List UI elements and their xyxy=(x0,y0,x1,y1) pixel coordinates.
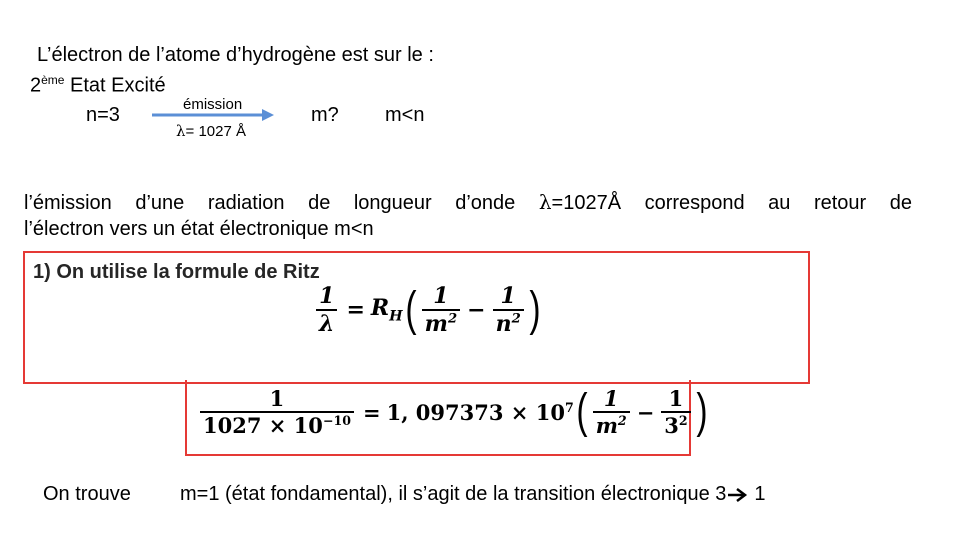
ritz-frac-m-exp: 2 xyxy=(447,311,458,327)
result-label: On trouve xyxy=(43,483,131,505)
explanation-part2: =1027Å correspond au retour de xyxy=(551,192,912,214)
lambda-icon: λ xyxy=(176,122,186,140)
calc-formula xyxy=(197,386,710,438)
calc-equals: = xyxy=(362,399,381,425)
rydberg-r: R xyxy=(370,295,390,322)
calc-coef xyxy=(387,400,574,425)
explanation-line1 xyxy=(24,190,912,215)
calc-frac-3 xyxy=(661,386,690,438)
state-sup: ème xyxy=(41,73,65,87)
calc-lhs-exp: −10 xyxy=(322,413,351,428)
ritz-equals: = xyxy=(346,297,365,323)
calc-box xyxy=(185,380,708,456)
state-text xyxy=(30,73,166,98)
calc-frac-m-num: 1 xyxy=(603,386,619,411)
explanation-part1: l’émission d’une radiation de longueur d’onde xyxy=(24,192,539,214)
transition-arrow-icon xyxy=(727,487,753,503)
calc-frac-m-base: m xyxy=(595,413,618,438)
calc-frac-3-exp: 2 xyxy=(678,413,688,428)
left-paren-icon: ( xyxy=(405,283,417,336)
calc-coef-exp: 7 xyxy=(564,399,574,415)
ritz-lhs-fraction xyxy=(316,283,337,337)
lambda-symbol-icon: λ xyxy=(538,190,552,214)
calc-frac-m-exp: 2 xyxy=(617,413,627,428)
right-paren-icon: ) xyxy=(529,283,541,336)
m-condition: m<n xyxy=(385,104,425,126)
n-label: n=3 xyxy=(86,104,120,126)
state-prefix: 2 xyxy=(30,74,42,97)
ritz-lhs-num: 1 xyxy=(319,283,335,309)
calc-frac-3-base: 3 xyxy=(664,413,679,438)
lambda-label xyxy=(176,122,246,140)
ritz-lhs-den: λ xyxy=(316,309,337,337)
ritz-frac-n xyxy=(493,283,524,337)
emission-arrow-icon xyxy=(150,108,276,122)
ritz-frac-n-base: n xyxy=(495,311,512,337)
calc-lhs-fraction xyxy=(200,386,354,438)
ritz-frac-m xyxy=(422,283,460,337)
calc-left-paren-icon: ( xyxy=(576,385,588,438)
ritz-frac-n-num: 1 xyxy=(500,283,516,309)
result-text xyxy=(180,483,766,506)
state-suffix: Etat Excité xyxy=(64,74,166,97)
explanation-line2: l’électron vers un état électronique m<n xyxy=(24,218,374,240)
ritz-formula xyxy=(313,283,543,337)
lambda-value: = 1027 Å xyxy=(185,123,246,140)
calc-frac-3-num: 1 xyxy=(668,386,684,411)
rydberg-sub: H xyxy=(389,308,403,325)
ritz-frac-n-exp: 2 xyxy=(511,311,521,327)
question-text: L’électron de l’atome d’hydrogène est sur le : xyxy=(37,44,434,66)
calc-lhs-num: 1 xyxy=(269,386,285,411)
ritz-frac-m-base: m xyxy=(424,311,448,337)
calc-lhs-base: 1027 × 10 xyxy=(203,413,323,438)
calc-right-paren-icon: ) xyxy=(696,385,708,438)
ritz-minus: − xyxy=(467,297,486,323)
calc-coef-base: 1, 097373 × 10 xyxy=(386,399,565,425)
ritz-frac-m-num: 1 xyxy=(433,283,449,309)
m-question: m? xyxy=(311,104,339,126)
result-text-main: m=1 (état fondamental), il s’agit de la transition électronique 3 xyxy=(180,483,727,505)
rydberg-symbol xyxy=(371,295,403,324)
calc-frac-m xyxy=(593,386,630,438)
result-text-end: 1 xyxy=(754,483,766,505)
emission-label: émission xyxy=(183,96,243,113)
ritz-box xyxy=(23,251,810,384)
ritz-title: 1) On utilise la formule de Ritz xyxy=(33,261,320,283)
calc-minus: − xyxy=(636,399,655,425)
